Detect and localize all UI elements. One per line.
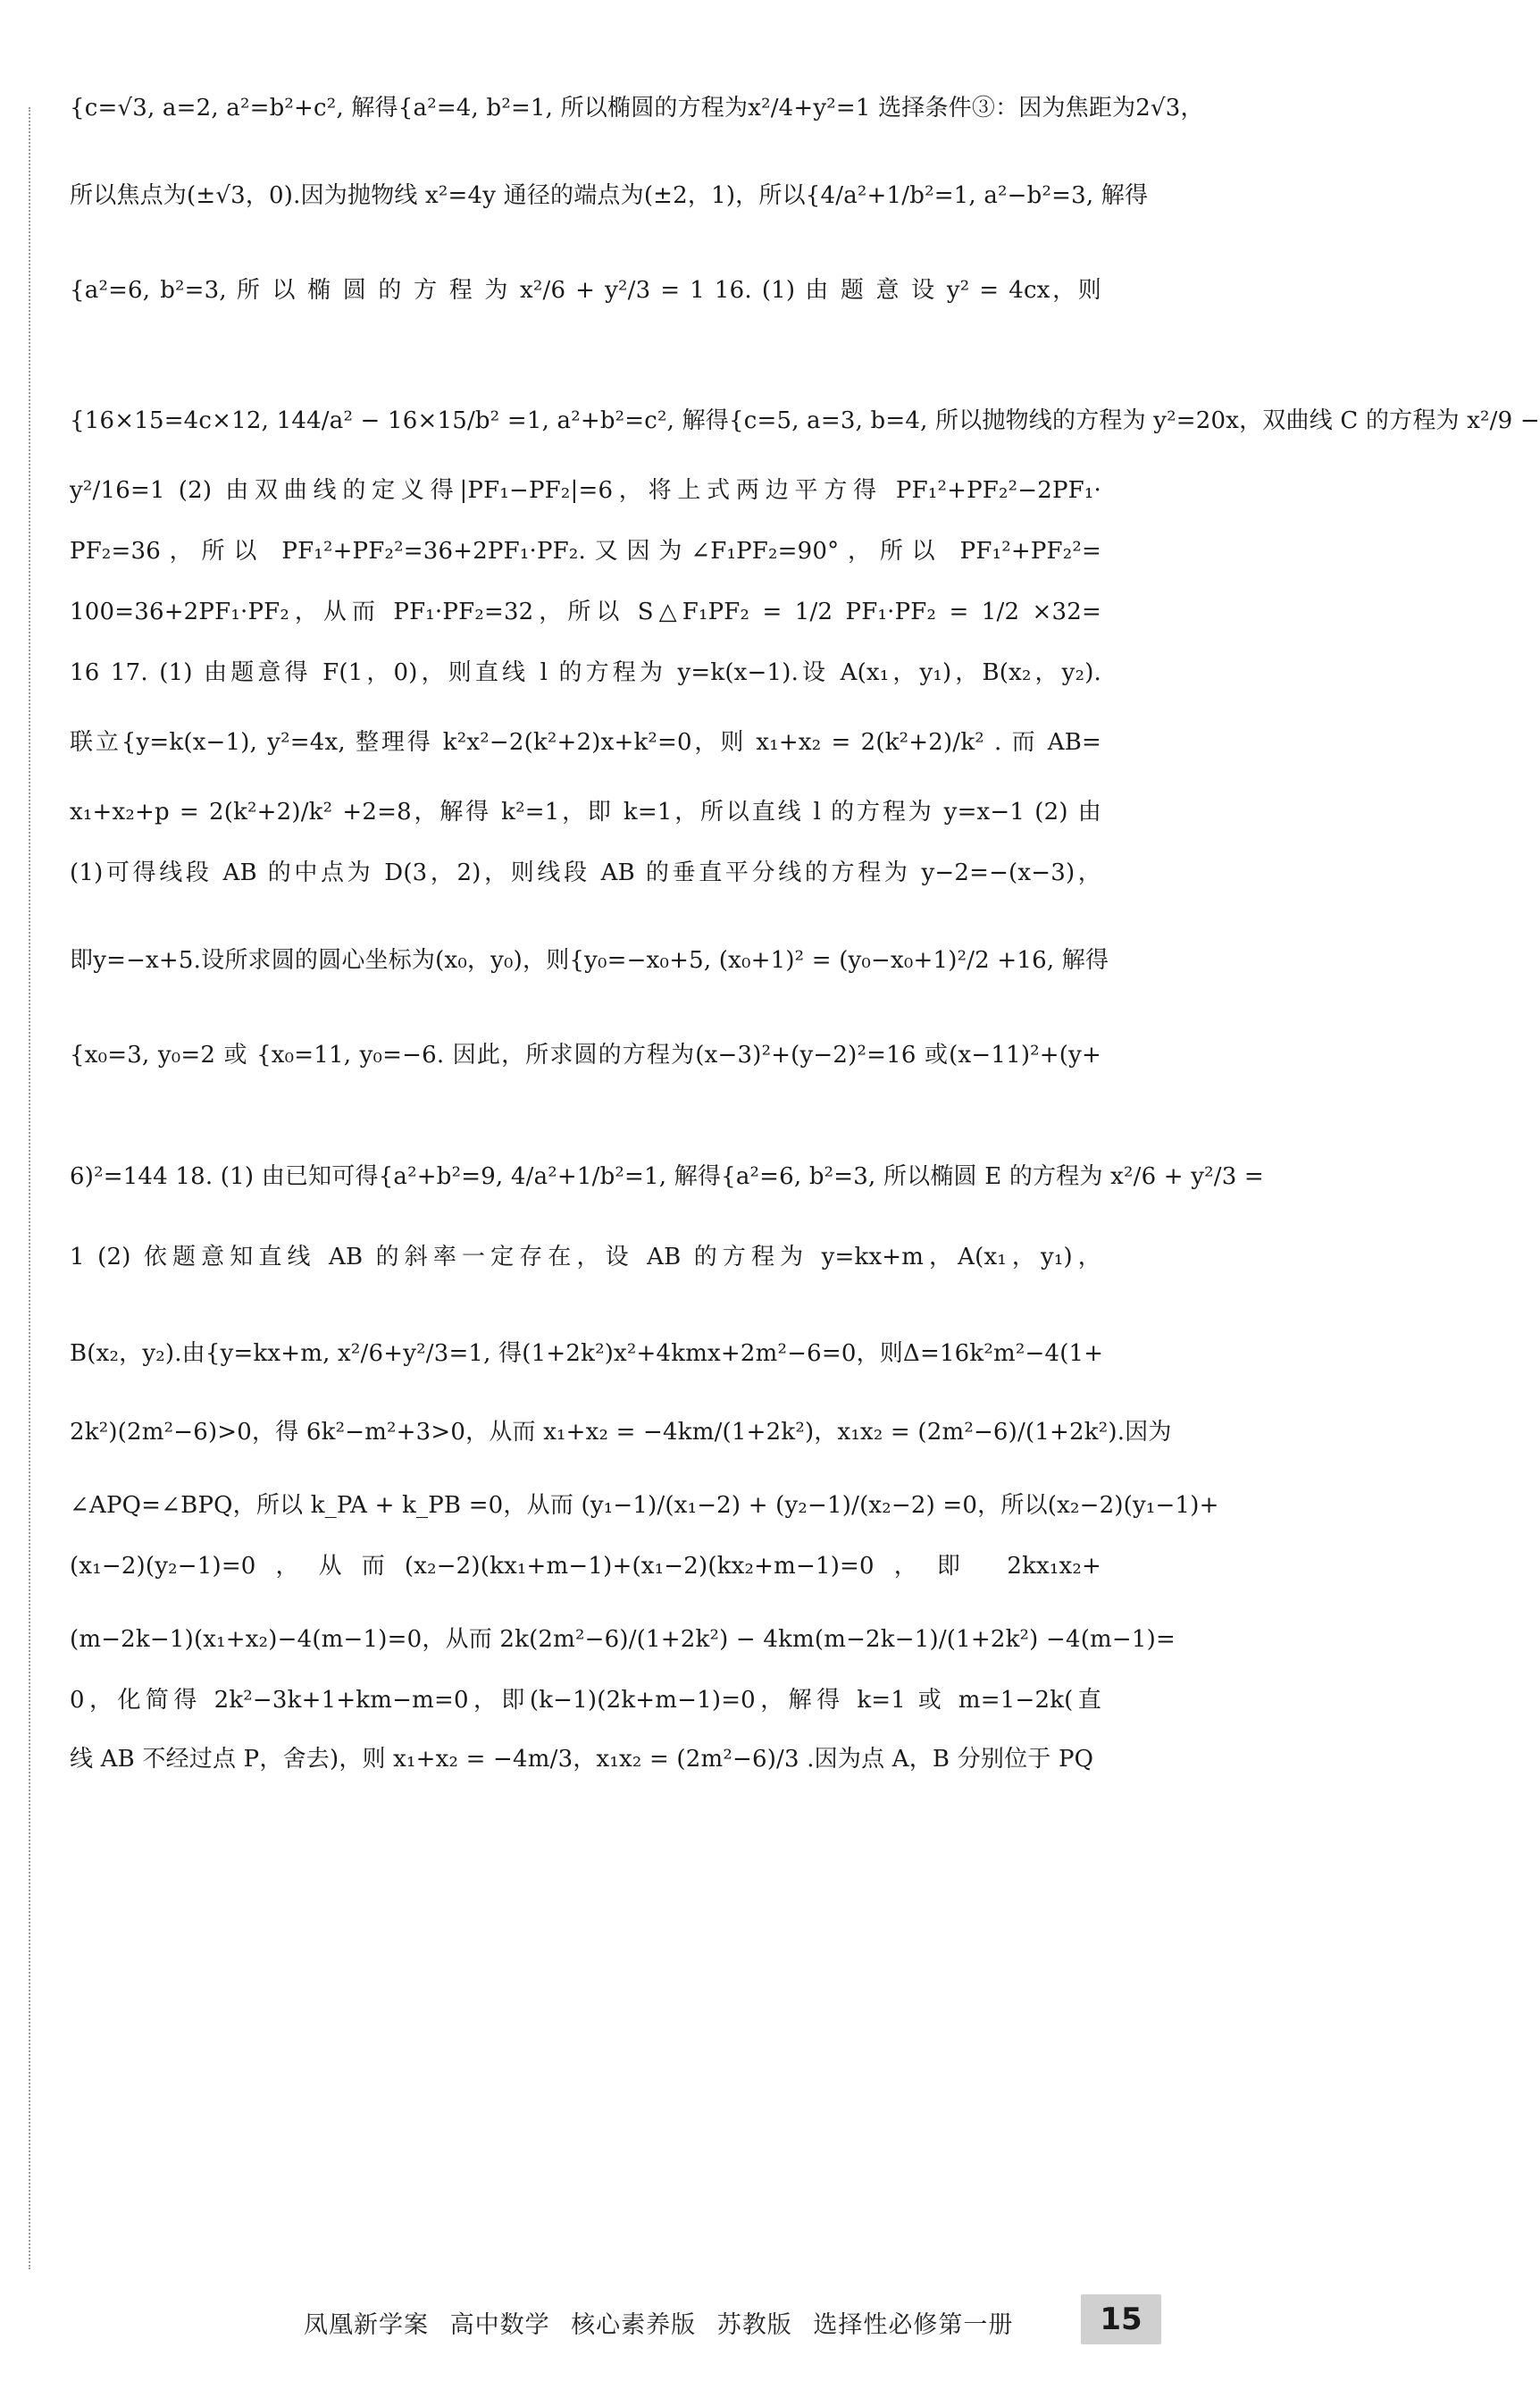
text-line: 0，化简得 2k²−3k+1+km−m=0，即(k−1)(2k+m−1)=0，解得 k=1 或 m=1−2k(直 — [70, 1687, 1101, 1714]
text-line: 所以焦点为(±√3，0).因为抛物线 x²=4y 通径的端点为(±2，1)，所以{4/a²+1/b²=1, a²−b²=3, 解得 — [70, 182, 1149, 209]
text-line: (1)可得线段 AB 的中点为 D(3，2)，则线段 AB 的垂直平分线的方程为 y−2=−(x−3)， — [70, 859, 1101, 886]
text-line: 16 17. (1) 由题意得 F(1，0)，则直线 l 的方程为 y=k(x−1).设 A(x₁，y₁)，B(x₂，y₂). — [70, 659, 1101, 686]
text-line: 线 AB 不经过点 P，舍去)，则 x₁+x₂ = −4m/3，x₁x₂ = (2m²−6)/3 .因为点 A，B 分别位于 PQ — [70, 1746, 1094, 1773]
text-line: {c=√3, a=2, a²=b²+c², 解得{a²=4, b²=1, 所以椭圆的方程为x²/4+y²=1 选择条件③：因为焦距为2√3， — [70, 95, 1204, 122]
binding-margin-line — [29, 107, 30, 2269]
text-line: 6)²=144 18. (1) 由已知可得{a²+b²=9, 4/a²+1/b²=1, 解得{a²=6, b²=3, 所以椭圆 E 的方程为 x²/6 + y²/3 = — [70, 1163, 1264, 1190]
text-line: {a²=6, b²=3, 所 以 椭 圆 的 方 程 为 x²/6 + y²/3 = 1 16. (1) 由 题 意 设 y² = 4cx，则 — [70, 277, 1101, 304]
text-line: y²/16=1 (2) 由双曲线的定义得|PF₁−PF₂|=6，将上式两边平方得 PF₁²+PF₂²−2PF₁· — [70, 477, 1101, 504]
footer-book-title: 凤凰新学案 高中数学 核心素养版 苏教版 选择性必修第一册 — [304, 2311, 1014, 2339]
text-line: {x₀=3, y₀=2 或 {x₀=11, y₀=−6. 因此，所求圆的方程为(x−3)²+(y−2)²=16 或(x−11)²+(y+ — [70, 1042, 1101, 1069]
text-line: 即y=−x+5.设所求圆的圆心坐标为(x₀，y₀)，则{y₀=−x₀+5, (x₀+1)² = (y₀−x₀+1)²/2 +16, 解得 — [70, 947, 1109, 974]
text-line: 2k²)(2m²−6)>0，得 6k²−m²+3>0，从而 x₁+x₂ = −4km/(1+2k²)，x₁x₂ = (2m²−6)/(1+2k²).因为 — [70, 1419, 1172, 1446]
page-number: 15 — [1081, 2294, 1161, 2344]
text-line: (m−2k−1)(x₁+x₂)−4(m−1)=0，从而 2k(2m²−6)/(1+2k²) − 4km(m−2k−1)/(1+2k²) −4(m−1)= — [70, 1626, 1176, 1653]
text-line: (x₁−2)(y₂−1)=0，从而(x₂−2)(kx₁+m−1)+(x₁−2)(kx₂+m−1)=0，即 2kx₁x₂+ — [70, 1553, 1101, 1580]
text-line: B(x₂，y₂).由{y=kx+m, x²/6+y²/3=1, 得(1+2k²)x²+4kmx+2m²−6=0，则Δ=16k²m²−4(1+ — [70, 1340, 1104, 1367]
text-line: {16×15=4c×12, 144/a² − 16×15/b² =1, a²+b²=c², 解得{c=5, a=3, b=4, 所以抛物线的方程为 y²=20x，双曲线 C 的方程为 x²/9 − — [70, 407, 1540, 434]
solution-paragraph — [70, 95, 1540, 1773]
text-line: 100=36+2PF₁·PF₂，从而 PF₁·PF₂=32，所以 S△F₁PF₂ = 1/2 PF₁·PF₂ = 1/2 ×32= — [70, 599, 1101, 625]
text-line: 1 (2) 依题意知直线 AB 的斜率一定存在，设 AB 的方程为 y=kx+m，A(x₁，y₁)， — [70, 1244, 1101, 1270]
text-line: x₁+x₂+p = 2(k²+2)/k² +2=8，解得 k²=1，即 k=1，所以直线 l 的方程为 y=x−1 (2) 由 — [70, 799, 1101, 826]
text-line: ∠APQ=∠BPQ，所以 k_PA + k_PB =0，从而 (y₁−1)/(x₁−2) + (y₂−1)/(x₂−2) =0，所以(x₂−2)(y₁−1)+ — [70, 1492, 1219, 1519]
text-line: PF₂=36，所以 PF₁²+PF₂²=36+2PF₁·PF₂.又因为∠F₁PF₂=90°，所以 PF₁²+PF₂²= — [70, 538, 1101, 565]
text-line: 联立{y=k(x−1), y²=4x, 整理得 k²x²−2(k²+2)x+k²=0，则 x₁+x₂ = 2(k²+2)/k² . 而 AB= — [70, 729, 1101, 756]
